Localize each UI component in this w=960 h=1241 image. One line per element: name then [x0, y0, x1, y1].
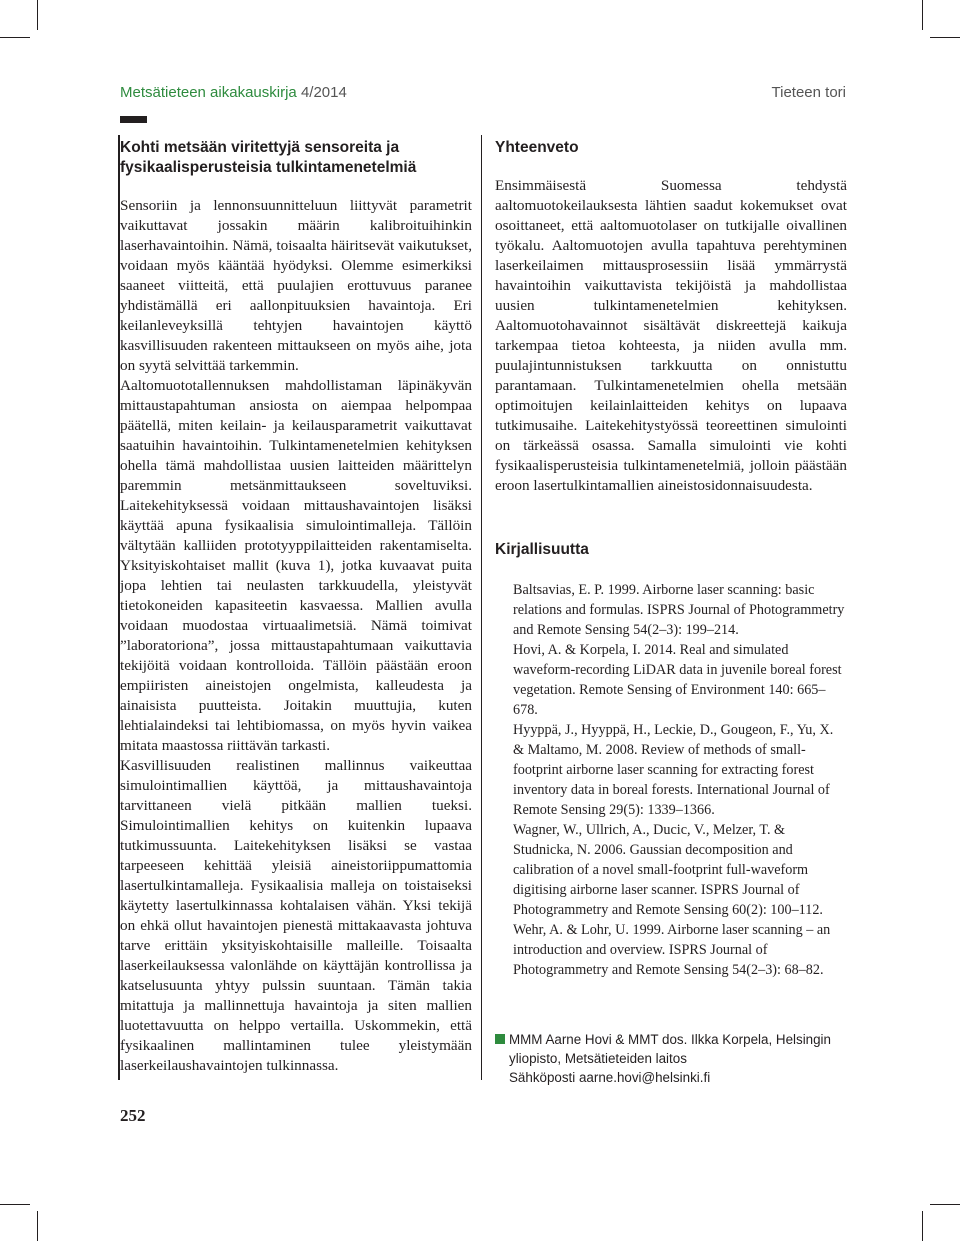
left-column [120, 138, 472, 1076]
reference-list [495, 580, 847, 980]
crop-mark [0, 1204, 30, 1205]
journal-issue: 4/2014 [300, 84, 347, 101]
section-name: Tieteen tori [771, 84, 846, 101]
crop-mark [37, 0, 38, 30]
reference-item: Hyyppä, J., Hyyppä, H., Leckie, D., Gougeon, F., Yu, X. & Maltamo, M. 2008. Review of methods of small-footprint airborne laser scanning for extracting forest inventory data in boreal forests. International Journal of Remote Sensing 29(5): 1339–1366. [513, 722, 834, 818]
crop-mark [37, 1211, 38, 1241]
page-number: 252 [120, 1106, 146, 1125]
header-marker [120, 116, 147, 123]
summary-heading: Yhteenveto [495, 139, 579, 156]
running-header [120, 84, 846, 106]
reference-item: Baltsavias, E. P. 1999. Airborne laser scanning: basic relations and formulas. ISPRS Journal of Photogrammetry and Remote Sensing 54(2–3): 199–214. [513, 582, 845, 638]
reference-item: Wehr, A. & Lohr, U. 1999. Airborne laser scanning – an introduction and overview. ISPRS Journal of Photogrammetry and Remote Sensing 54(2–3): 68–82. [513, 922, 831, 978]
author-info: MMM Aarne Hovi & MMT dos. Ilkka Korpela, Helsingin yliopisto, Metsätieteiden laitos Sähköposti aarne.hovi@helsinki.fi [495, 1030, 847, 1087]
section-heading: Kohti metsään viritettyjä sensoreita ja fysikaalisperusteisia tulkintamenetelmiä [120, 139, 417, 176]
crop-mark [930, 37, 960, 38]
crop-mark [930, 1204, 960, 1205]
journal-title: Metsätieteen aikakauskirja 4/2014 [120, 84, 347, 101]
crop-mark [922, 0, 923, 30]
column-divider [481, 135, 482, 1080]
summary-paragraph: Ensimmäisestä Suomessa tehdystä aaltomuotokeilauksesta lähtien saadut kokemukset ovat osoittaneet, että aaltomuotolaser on tutkijalle oivallinen työkalu. Aaltomuotojen avulla tapahtuva perehtyminen laserkeilaimen mittausprosessiin lisää ymmärrystä havaintoihin vaikuttavista tekijöistä ja mahdollistaa uusien tulkintamenetelmien kehityksen. Aaltomuotohavainnot sisältävät diskreettejä kaikuja tarkempaa tietoa kohteesta, ja niiden avulla mm. puulajintunnistuksen tarkkuutta on onnistuttu parantamaan. Tulkintamenetelmien ohella metsään optimoitujen keilainlaitteiden kehitys on lupaava tutkimusaihe. Laitekehitystyössä teoreettinen simulointi on tärkeässä osassa. Samalla simulointi vie kohti fysikaalisperusteisia tulkintamenetelmiä, jolloin päästään eroon lasertulkintamallien aineistosidonnaisuudesta. [495, 177, 847, 494]
body-paragraph: Kasvillisuuden realistinen mallinnus vaikeuttaa simulointimallien käyttöä, ja mittaushavaintoja tarvittaneen vielä pitkään mallien tueksi. Simulointimallien kehitys on kuitenkin lupaava tutkimussuunta. Laitekehityksen lisäksi se vastaa tarpeeseen kehittää yleisiä aineistoriippumattomia lasertulkintamalleja. Fysikaalisia malleja on toistaiseksi käytetty lasertulkinnassa kohtalaisen vähän. Yksi tekijä on ehkä ollut havaintojen pienestä mittakaavasta johtuva tarve erittäin yksityiskohtaisille malleille. Toisaalta laserkeilauksessa valonlähde on käyttäjän kontrollissa ja katselusuunta yhtyy pulssin suuntaan. Tämän takia mitattuja ja mallinnettuja havaintoja ja siten mallien luotettavuutta on helppo vertailla. Uskommekin, että fysikaalinen mallintaminen tulee yleistymään laserkeilaushavaintojen tulkinnassa. [120, 757, 472, 1074]
reference-item: Wagner, W., Ullrich, A., Ducic, V., Melzer, T. & Studnicka, N. 2006. Gaussian decomposition and calibration of a novel small-footprint full-waveform digitising airborne laser scanner. ISPRS Journal of Photogrammetry and Remote Sensing 60(2): 100–112. [513, 822, 823, 918]
reference-item: Hovi, A. & Korpela, I. 2014. Real and simulated waveform-recording LiDAR data in juvenile boreal forest vegetation. Remote Sensing of Environment 140: 665–678. [513, 642, 842, 718]
crop-mark [922, 1211, 923, 1241]
crop-mark [0, 37, 30, 38]
body-paragraph: Sensoriin ja lennonsuunnitteluun liittyvät parametrit vaikuttavat jossakin määrin kalibroituihinkin laserhavaintoihin. Nämä, toisaalta häiritsevät vaikutukset, voidaan myös kääntää hyödyksi. Olemme esimerkiksi saaneet viitteitä, että puulajien erottuvuus paranee yhdistämällä eri aallonpituuksien havaintoja. Eri keilanleveyksillä tehtyjen havaintojen käyttö kasvillisuuden rakenteen mittaukseen on myös aihe, jota on syytä selvittää tarkemmin. [120, 197, 472, 374]
green-square-icon [495, 1034, 505, 1044]
body-paragraph: Aaltomuototallennuksen mahdollistaman läpinäkyvän mittaustapahtuman ansiosta on aiempaa helpompaa päätellä, miten keilain- ja keilausparametrit vaikuttavat saatuihin havaintoihin. Tulkintamenetelmien kehityksen ohella tämä mahdollistaa uusien laitteiden määrittelyn paremmin metsänmittaukseen soveltuviksi. Laitekehityksessä voidaan mittaushavaintojen lisäksi käyttää apuna fysikaalisia simulointimalleja. Tällöin vältytään kalliiden prototyyppilaitteiden rakentamiselta. Yksityiskohtaiset mallit (kuva 1), jotka kuvaavat puita jopa lehtien tai neulasten tarkkuudella, yleistyvät tietokoneiden kapasiteetin kasvaessa. Mallien avulla voidaan muodostaa virtuaalimetsiä. Nämä toimivat ”laboratoriona”, jossa mittaustapahtumaan vaikuttavia tekijöitä voidaan kontrolloida. Tällöin päästään eroon empiiristen aineistojen ongelmista, kalleudesta ja ainaisista puutteista. Joitakin muuttujia, kuten lehtialaindeksi tai lehtibiomassa, on myös hyvin vaikea mitata maastossa riittävän tarkasti. [120, 377, 472, 754]
references-heading: Kirjallisuutta [495, 541, 589, 558]
author-email: Sähköposti aarne.hovi@helsinki.fi [509, 1070, 711, 1085]
right-column [495, 138, 847, 980]
